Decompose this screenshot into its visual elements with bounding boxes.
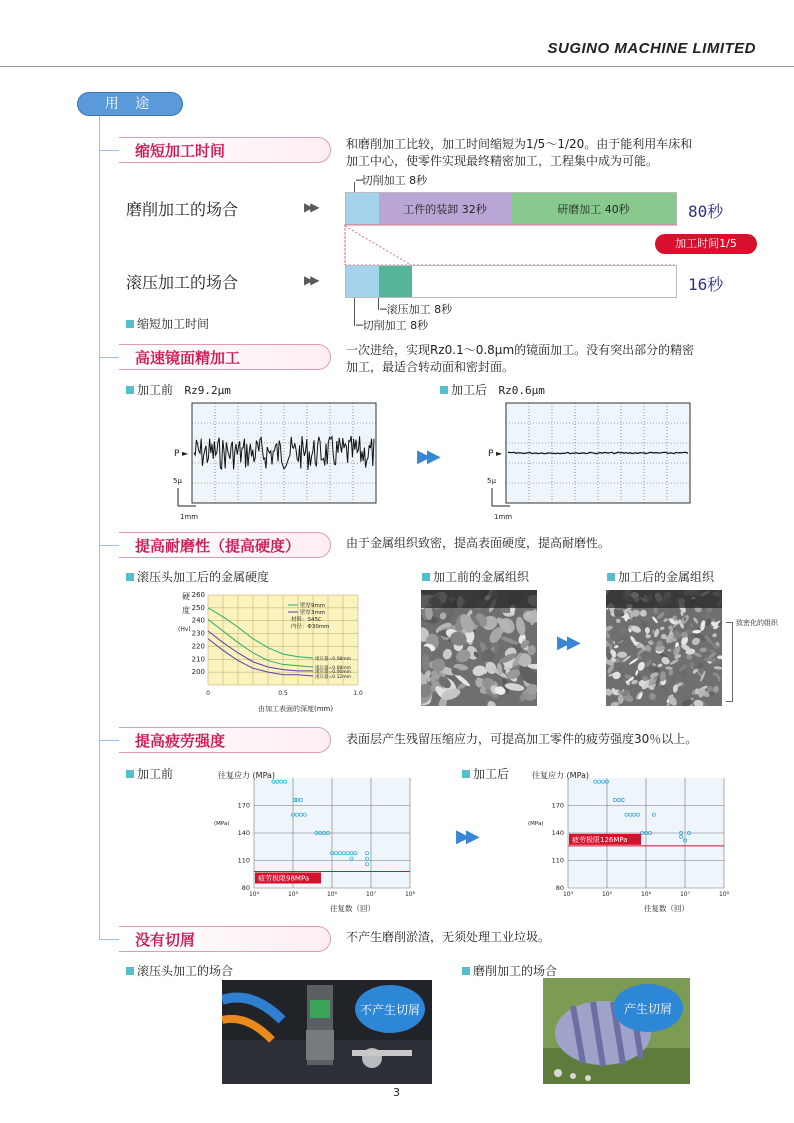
grinding-time-bar <box>345 192 677 225</box>
y-tick-label: 240 <box>191 616 205 625</box>
x-tick-label: 10⁷ <box>679 891 691 898</box>
double-arrow-icon: ▶▶ <box>304 273 317 287</box>
before-roughness-label: 加工前 Rz9.2μm <box>126 381 231 398</box>
p-marker: P <box>174 449 180 459</box>
bar-seg-cut <box>346 266 379 297</box>
double-arrow-icon: ▶▶ <box>456 826 476 847</box>
y-axis-label: 往复应力 (MPa) <box>218 771 276 780</box>
after-label: 加工后 <box>462 765 509 782</box>
sn-chart-after <box>524 768 734 914</box>
bar-seg-cut <box>346 193 379 224</box>
chips-badge: 产生切屑 <box>613 984 683 1032</box>
y-tick-label: 230 <box>191 629 205 638</box>
x-tick-label: 10⁷ <box>365 891 377 898</box>
y-tick-label: 260 <box>191 591 205 599</box>
taper-guide <box>340 224 680 266</box>
roughness-profile-after <box>484 398 694 520</box>
series-label: 滚压量=0.08mm <box>315 657 352 662</box>
y-tick-label: 110 <box>237 856 250 865</box>
roller-time-bar <box>345 265 677 298</box>
x-tick-label: 0.5 <box>278 690 288 697</box>
series-label: 滚压量=0.08mm <box>315 666 352 671</box>
tree-branch <box>99 150 119 151</box>
x-tick-label: 1.0 <box>353 690 363 697</box>
bracket-line <box>378 298 379 310</box>
section-title-shorten-time: 缩短加工时间 <box>119 137 331 163</box>
no-chips-badge: 不产生切屑 <box>355 985 425 1033</box>
brand-name: SUGINO MACHINE LIMITED <box>547 40 756 57</box>
double-arrow-icon: ▶▶ <box>557 632 577 653</box>
before-label: 加工前 <box>126 765 173 782</box>
y-tick-label: 200 <box>191 668 205 677</box>
svg-text:►: ► <box>496 449 503 458</box>
svg-text:材料：S45C: 材料：S45C <box>291 617 322 623</box>
roller-case-label: 滚压加工的场合 <box>126 273 239 292</box>
x-tick-label: 10⁵ <box>287 891 299 898</box>
svg-text:(MPa): (MPa) <box>214 821 230 827</box>
roller-head-photo <box>222 980 432 1084</box>
y-tick-label: 220 <box>191 642 205 651</box>
h-scale: 1mm <box>494 513 513 520</box>
section-desc: 不产生磨削淤渣，无须处理工业垃圾。 <box>346 930 551 944</box>
tree-branch <box>99 545 119 546</box>
tree-branch <box>99 939 119 940</box>
y-tick-label: 80 <box>555 884 564 892</box>
svg-text:壁厚3mm: 壁厚3mm <box>300 610 326 616</box>
metal-structure-before-photo <box>421 590 537 706</box>
grinding-total: 80秒 <box>688 202 724 221</box>
y-tick-label: 80 <box>241 884 250 892</box>
svg-text:(Hv): (Hv) <box>178 626 191 633</box>
roller-total: 16秒 <box>688 275 724 294</box>
v-scale: 5μ <box>487 477 496 485</box>
after-structure-label: 加工后的金属组织 <box>607 568 714 585</box>
y-axis-label: 往复应力 (MPa) <box>532 771 590 780</box>
outline-tree-line <box>99 112 100 940</box>
sn-chart-before <box>210 768 420 914</box>
caption: 缩短加工时间 <box>126 315 209 332</box>
svg-text:内径：Φ30mm: 内径：Φ30mm <box>291 624 330 630</box>
x-tick-label: 10⁴ <box>562 891 574 898</box>
x-tick-label: 10⁵ <box>601 891 613 898</box>
dense-bracket <box>726 622 733 702</box>
seg-label-cut: ─切削加工 8秒 <box>356 174 428 187</box>
h-scale: 1mm <box>180 513 199 520</box>
section-title-no-chips: 没有切屑 <box>119 926 331 952</box>
bracket-line <box>354 298 355 326</box>
seg-label-roll: ─滚压加工 8秒 <box>380 303 453 316</box>
y-tick-label: 170 <box>237 801 250 810</box>
section-desc: 表面层产生残留压缩应力，可提高加工零件的疲劳强度30％以上。 <box>346 732 698 746</box>
svg-text:►: ► <box>182 449 189 458</box>
seg-label-cut: ─切削加工 8秒 <box>356 319 429 332</box>
y-tick-label: 170 <box>551 801 564 810</box>
y-tick-label: 110 <box>551 856 564 865</box>
x-tick-label: 10⁸ <box>718 891 730 898</box>
y-axis-label: 硬 <box>182 592 190 601</box>
after-roughness-label: 加工后 Rz0.6μm <box>440 381 545 398</box>
v-scale: 5μ <box>173 477 182 485</box>
before-structure-label: 加工前的金属组织 <box>422 568 529 585</box>
bar-seg-roll <box>379 266 412 297</box>
x-tick-label: 10⁸ <box>404 891 416 898</box>
section-desc: 由于金属组织致密，提高表面硬度，提高耐磨性。 <box>346 536 611 550</box>
fatigue-limit-label: 疲劳极限98MPa <box>258 874 310 883</box>
x-tick-label: 10⁶ <box>326 891 338 898</box>
roller-case-label: 滚压头加工的场合 <box>126 962 233 979</box>
y-tick-label: 250 <box>191 603 205 612</box>
tree-branch <box>99 357 119 358</box>
tree-branch <box>99 740 119 741</box>
bar-seg-grind: 研磨加工 40秒 <box>511 193 676 224</box>
x-axis-label: 往复数（回） <box>330 904 375 913</box>
section-desc: 和磨削加工比较，加工时间缩短为1/5〜1/20。由于能利用车床和 加工中心，使零件实现最终精密加工，工程集中成为可能。 <box>346 137 693 168</box>
series-label: 滚压量=0.06mm <box>315 669 352 675</box>
y-tick-label: 140 <box>237 829 250 837</box>
header-rule <box>0 66 794 67</box>
roughness-profile-before <box>170 398 380 520</box>
svg-text:壁厚9mm: 壁厚9mm <box>300 603 326 609</box>
grinding-photo <box>543 978 690 1084</box>
metal-structure-after-photo <box>606 590 722 706</box>
grinding-case-label: 磨削加工的场合 <box>126 200 239 219</box>
y-tick-label: 140 <box>551 829 564 837</box>
series-label: 滚压量=0.12mm <box>315 675 352 680</box>
x-tick-label: 10⁴ <box>248 891 260 898</box>
y-tick-label: 210 <box>191 655 205 664</box>
p-marker: P <box>488 449 494 459</box>
x-tick-label: 0 <box>206 690 210 697</box>
hardness-chart-label: 滚压头加工后的金属硬度 <box>126 568 269 585</box>
section-title-wear-resistance: 提高耐磨性（提高硬度） <box>119 532 331 558</box>
bar-seg-load: 工件的装卸 32秒 <box>379 193 511 224</box>
dense-structure-note: 致密化的组织 <box>736 619 778 627</box>
time-ratio-badge: 加工时间1/5 <box>655 234 757 254</box>
x-axis-label: 往复数（回） <box>644 904 689 913</box>
double-arrow-icon: ▶▶ <box>304 200 317 214</box>
hardness-chart <box>170 587 370 717</box>
page-number: 3 <box>393 1086 400 1099</box>
grinding-case-label: 磨削加工的场合 <box>462 962 557 979</box>
fatigue-limit-label: 疲劳极限126MPa <box>572 835 628 844</box>
x-tick-label: 10⁶ <box>640 891 652 898</box>
svg-text:度: 度 <box>182 606 190 615</box>
section-title-fatigue: 提高疲劳强度 <box>119 727 331 753</box>
double-arrow-icon: ▶▶ <box>417 446 437 467</box>
x-axis-label: 由加工表面的深度(mm) <box>258 705 334 713</box>
section-desc: 一次进给，实现Rz0.1〜0.8μm的镜面加工。没有突出部分的精密 加工，最适合转动面和密封面。 <box>346 343 695 374</box>
svg-text:(MPa): (MPa) <box>528 821 544 827</box>
section-title-mirror-finish: 高速镜面精加工 <box>119 344 331 370</box>
section-pill: 用 途 <box>77 92 183 116</box>
